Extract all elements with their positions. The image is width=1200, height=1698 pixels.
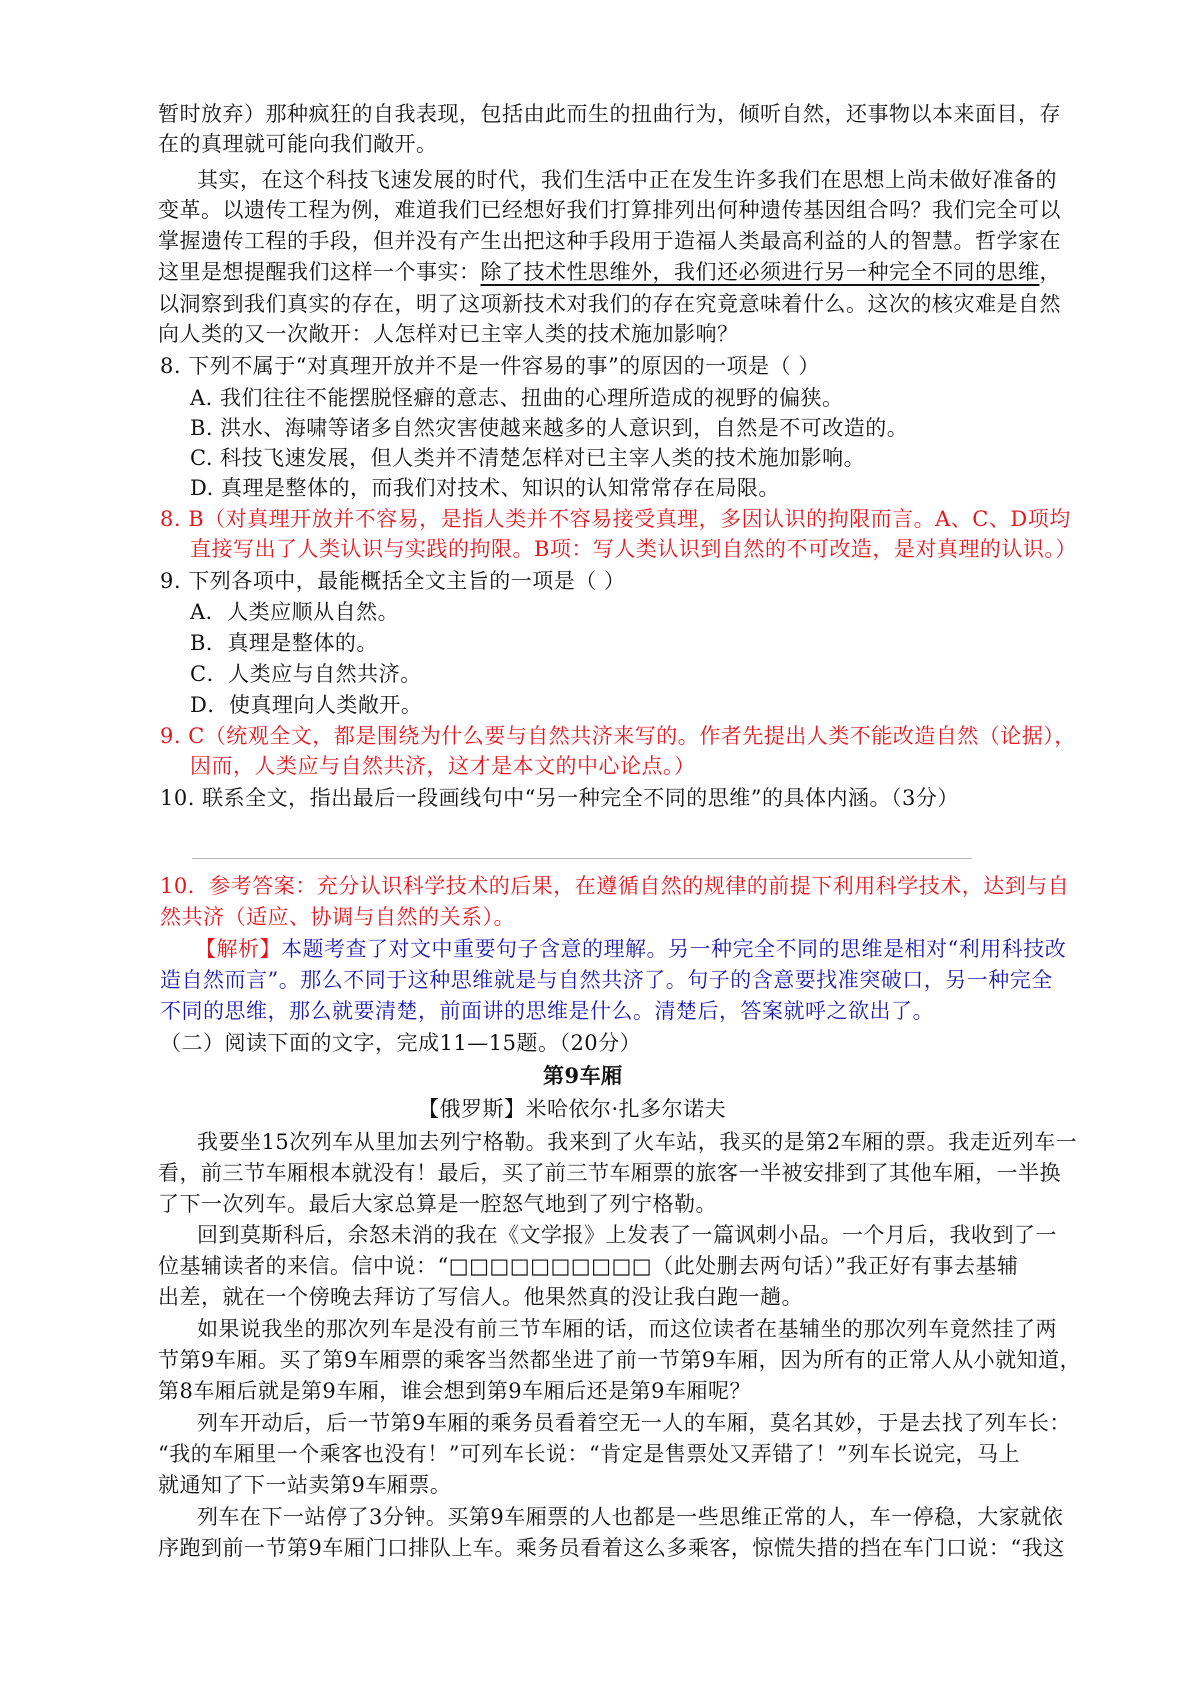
story-line: 列车开动后，后一节第9车厢的乘务员看着空无一人的车厢，莫名其妙，于是去找了列车长： — [197, 1411, 1071, 1435]
story-line: 列车在下一站停了3分钟。买第9车厢票的人也都是一些思维正常的人，车一停稳，大家就依 — [197, 1505, 1064, 1529]
question-8-option: C. 科技飞速发展，但人类并不清楚怎样对已主宰人类的技术施加影响。 — [190, 446, 866, 470]
underlined-sentence: 除了技术性思维外，我们还必须进行另一种完全不同的思维 — [480, 260, 1040, 284]
question-8-answer: 直接写出了人类认识与实践的拘限。B项：写人类认识到自然的不可改造，是对真理的认识。） — [190, 537, 1077, 561]
story-line: 序跑到前一节第9车厢门口排队上车。乘务员看着这么多乘客，惊慌失措的挡在车门口说：“我这 — [158, 1536, 1065, 1560]
question-10-stem: 10. 联系全文，指出最后一段画线句中“另一种完全不同的思维”的具体内涵。（3分） — [160, 786, 959, 810]
question-9-option: C．人类应与自然共济。 — [190, 662, 422, 686]
question-8-option: B. 洪水、海啸等诸多自然灾害使越来越多的人意识到，自然是不可改造的。 — [190, 416, 909, 440]
question-9-answer: 9. C（统观全文，都是围绕为什么要与自然共济来写的。作者先提出人类不能改造自然（论据）， — [160, 724, 1076, 748]
story-line: 看，前三节车厢根本就没有！最后，买了前三节车厢票的旅客一半被安排到了其他车厢，一半换 — [158, 1161, 1061, 1185]
story-line: 出差，就在一个傍晚去拜访了写信人。他果然真的没让我白跑一趟。 — [158, 1285, 803, 1309]
passage-line: 掌握遗传工程的手段，但并没有产生出把这种手段用于造福人类最高利益的人的智慧。哲学家在 — [158, 229, 1061, 253]
passage-text: ， — [1039, 260, 1061, 284]
passage-line: 其实，在这个科技飞速发展的时代，我们生活中正在发生许多我们在思想上尚未做好准备的 — [197, 168, 1057, 192]
passage-text: 这里是想提醒我们这样一个事实： — [158, 260, 481, 284]
passage-line: 变革。以遗传工程为例，难道我们已经想好我们打算排列出何种遗传基因组合吗？我们完全可以 — [158, 198, 1061, 222]
question-8-stem: 8. 下列不属于“对真理开放并不是一件容易的事”的原因的一项是（ ） — [160, 354, 820, 378]
story-line: 就通知了下一站卖第9车厢票。 — [158, 1473, 452, 1497]
story-line: 位基辅读者的来信。信中说：“□□□□□□□□□□（此处删去两句话）”我正好有事去基辅 — [158, 1254, 1019, 1278]
question-8-option: D. 真理是整体的，而我们对技术、知识的认知常常存在局限。 — [190, 476, 780, 500]
passage-line: 暂时放弃）那种疯狂的自我表现，包括由此而生的扭曲行为，倾听自然，还事物以本来面目，存 — [158, 102, 1061, 126]
story-line: 如果说我坐的那次列车是没有前三节车厢的话，而这位读者在基辅坐的那次列车竟然挂了两 — [197, 1317, 1057, 1341]
question-10-analysis — [195, 935, 1066, 963]
analysis-text: 本题考查了对文中重要句子含意的理解。另一种完全不同的思维是相对“利用科技改 — [281, 937, 1067, 961]
passage-line: 向人类的又一次敞开：人怎样对已主宰人类的技术施加影响？ — [158, 322, 739, 346]
question-9-stem: 9. 下列各项中，最能概括全文主旨的一项是（ ） — [160, 569, 626, 593]
passage-line: 在的真理就可能向我们敞开。 — [158, 132, 438, 156]
story-author: 【俄罗斯】米哈依尔·扎多尔诺夫 — [418, 1097, 727, 1121]
question-10-answer: 然共济（适应、协调与自然的关系）。 — [160, 905, 515, 929]
question-10-answer: 10．参考答案：充分认识科学技术的后果，在遵循自然的规律的前提下利用科学技术，达到与自 — [160, 874, 1070, 898]
question-9-answer: 因而，人类应与自然共济，这才是本文的中心论点。） — [190, 754, 696, 778]
answer-blank-line — [192, 858, 972, 859]
question-9-option: D．使真理向人类敞开。 — [190, 693, 423, 717]
section-2-heading: （二）阅读下面的文字，完成11—15题。（20分） — [160, 1031, 642, 1055]
question-8-option: A. 我们往往不能摆脱怪癖的意志、扭曲的心理所造成的视野的偏狭。 — [190, 386, 844, 410]
story-line: “我的车厢里一个乘客也没有！”可列车长说：“肯定是售票处又弄错了！”列车长说完，马上 — [158, 1442, 1020, 1466]
question-8-answer: 8. B（对真理开放并不容易，是指人类并不容易接受真理，多因认识的拘限而言。A、C、D项均 — [160, 507, 1071, 531]
question-10-analysis: 造自然而言”。那么不同于这种思维就是与自然共济了。句子的含意要找准突破口，另一种完全 — [160, 968, 1053, 992]
analysis-tag: 【解析】 — [195, 937, 281, 961]
passage-line — [158, 258, 1061, 286]
story-line: 回到莫斯科后，余怒未消的我在《文学报》上发表了一篇讽刺小品。一个月后，我收到了一 — [197, 1223, 1057, 1247]
question-10-analysis: 不同的思维，那么就要清楚，前面讲的思维是什么。清楚后，答案就呼之欲出了。 — [160, 999, 934, 1023]
story-title: 第9车厢 — [543, 1063, 623, 1088]
passage-line: 以洞察到我们真实的存在，明了这项新技术对我们的存在究竟意味着什么。这次的核灾难是自然 — [158, 292, 1061, 316]
question-9-option: B．真理是整体的。 — [190, 631, 378, 655]
question-9-option: A．人类应顺从自然。 — [190, 600, 400, 624]
story-line: 我要坐15次列车从里加去列宁格勒。我来到了火车站，我买的是第2车厢的票。我走近列车一 — [197, 1130, 1078, 1154]
story-line: 了下一次列车。最后大家总算是一腔怒气地到了列宁格勒。 — [158, 1192, 717, 1216]
story-line: 节第9车厢。买了第9车厢票的乘客当然都坐进了前一节第9车厢，因为所有的正常人从小就知道， — [158, 1348, 1082, 1372]
story-line: 第8车厢后就是第9车厢，谁会想到第9车厢后还是第9车厢呢？ — [158, 1379, 751, 1403]
